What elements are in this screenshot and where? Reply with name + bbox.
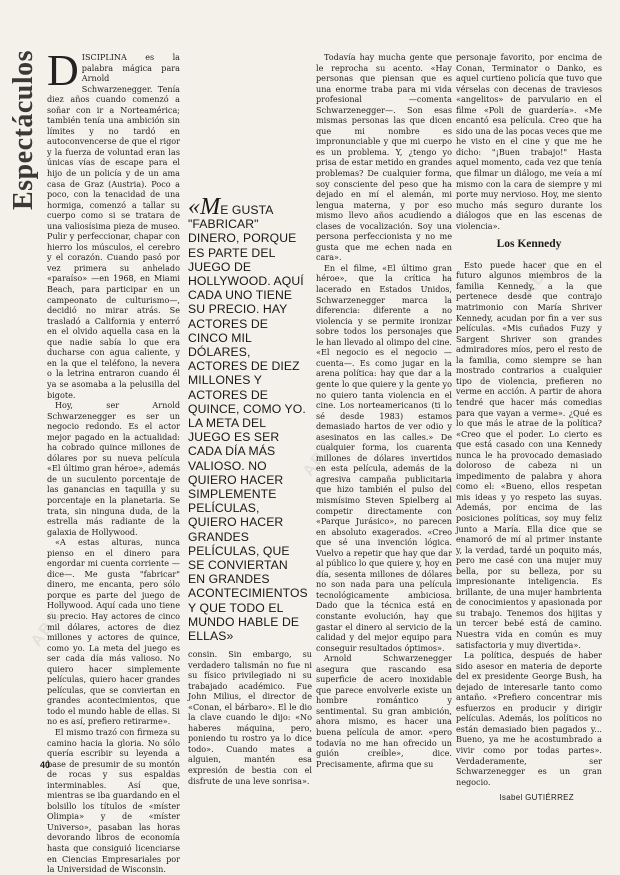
article-column-2 bbox=[188, 649, 312, 786]
watermark: ABC bbox=[520, 256, 558, 300]
article-paragraph: Esto puede hacer que en el futuro algunos miembros de la familia Kennedy, a la que pertenece desde que contrajo matrimonio con María Shriver Kennedy, acudan por fin a ver sus películas. «Mis cuñados Fuzy y Sargent Shriver son grandes admiradores míos, pero el resto de la familia, como siempre se han mostrado contrarios a cualquier tipo de violencia, prefieren no verme en acción. A partir de ahora tendré que hacer más comedias para que vayan a verme». ¿Qué es lo que más le atrae de la política? «Creo que el poder. Lo cierto es que está casado con una Kennedy nunca le ha provocado demasiado doloroso de cabeza ni un impedimento de palabra y ahora como el: «Bueno, ellos respetan mis ideas y yo respeto las suyas. Además, por encima de las posiciones políticas, soy muy feliz junto a María. Ella dice que se enamoró de mí al primer instante y, la verdad, tardé un poquito más, pero me casé con una mujer muy bella, por su belleza, por su impresionante inteligencia. Es brillante, de una mujer hambrienta de conocimientos y apasionada por su trabajo. Tenemos dos hijitas y un tercer bebé está de camino. Nuestra vida en común es muy satisfactoria y muy divertida». bbox=[456, 259, 602, 650]
article-paragraph: Hoy, ser Arnold Schwarzenegger es ser un negocio redondo. Es el actor mejor pagado en la actualidad: ha cobrado quince millones de dólares por su nueva película «El último gran héroe», además de un suculento porcentaje de las ganancias en taquilla y su porcentaje en la planetaria. Se trata, sin ninguna duda, de la estrella más radiante de la galaxia de Hollywood. bbox=[47, 400, 180, 537]
article-column-4 bbox=[456, 52, 602, 803]
dropcap: D bbox=[47, 46, 79, 95]
pull-quote bbox=[188, 194, 308, 644]
article-paragraph: El mismo trazó con firmeza su camino hacia la gloria. No sólo quería escribir su leyenda a base de presumir de su montón de rocas y sus espaldas interminables. Así que, mientras se iba guardando en el bolsillo los títulos de «míster Olimpia» y de «míster Universo», pasaban las horas devorando libros de economía hasta que consiguió licenciarse en Ciencias Empresariales por la Universidad de Wisconsin. bbox=[47, 727, 180, 875]
article-paragraph: personaje favorito, por encima de Conan, Terminator o Danko, es aquel curtieno policía que tuvo que vérselas con decenas de traviesos «angelitos» de parvulario en el filme «Poli de guardería». «Me encantó esa película. Creo que ha sido una de las pocas veces que me he visto en el cine y que me he dicho: "¡Buen trabajo!" Hasta aquel momento, cada vez que tenía que filmar un diálogo, me veía a mí mismo con la cara de siempre y mi porte muy nervioso. Hoy, me siento mucho más seguro durante los diálogos que en las escenas de violencia». bbox=[456, 52, 602, 231]
article-paragraph: Arnold Schwarzenegger asegura que rascando esa superficie de acero inoxidable que parece envolverle existe un hombre romántico y sentimental. Su gran ambición, ahora mismo, es hacer una buena película de amor. «pero todavía no me han ofrecido un guión creíble», dice. Precisamente, afirma que su bbox=[316, 653, 452, 769]
page-number: 40 bbox=[40, 760, 51, 770]
article-column-1 bbox=[47, 46, 180, 875]
article-paragraph: Todavía hay mucha gente que le reprocha su acento. «Hay personas que piensan que es una enorme traba para mi vida profesional —comenta Schwarzenegger—. Son esas mismas personas las que dicen que mi nombre es impronunciable y que mi cuerpo es un problema. Y, ¿tengo yo prisa de estar metido en grandes problemas? De cualquier forma, soy consciente del peso que ha dejado en mí el alemán, mi lengua materna, y por eso mismo llevo años acudiendo a clases de vocalización. Soy una persona perfeccionista y no me gusta que me echen nada en cara». bbox=[316, 52, 452, 263]
article-paragraph: «A estas alturas, nunca pienso en el dinero para engordar mi cuenta corriente —dice—. Me gusta "fabricar" dinero, me encanta, pero sólo porque es parte del juego de Hollywood. Aquí cada uno tiene su precio. Hay actores de cinco mil dólares, actores de diez millones y actores de quince, como yo. La meta del juego es ser cada día más valioso. No quiero hacer simplemente películas, quiero hacer grandes películas, que se conviertan en grandes acontecimientos, que todo el mundo hable de ellas. Si no es así, prefiero retirarme». bbox=[47, 537, 180, 727]
article-column-3 bbox=[316, 52, 452, 769]
article-paragraph: En el filme, «El último gran héroe», que la crítica ha lacerado en Estados Unidos, Schwarzenegger marca la diferencia: diferente a no violencia y se permite ironizar sobre todos los personajes que le han llevado al olimpo del cine. «El negocio es el negocio —cuenta—. Es como jugar en la arena política: hay que dar a la gente lo que quiere y la gente yo no quiero tanta violencia en el cine. Los norteamericanos (ti lo sé desde 1983) estamos demasiado hartos de ver odio y asesinatos en las calles.» De cualquier forma, los cuarenta millones de dólares invertidos en esta película, además de la agresiva campaña publicitaria que hizo también el pulso del mismísimo Steven Spielberg al competir directamente con «Parque Jurásico», no parecen en absoluto exagerados. «Creo que sé una invención lógica. Vuelvo a repetir que hay que dar al público lo que quiere y, hoy en día, sesenta millones de dólares no son nada para una película tecnológicamente ambiciosa. Dado que la técnica está en constante evolución, hay que gastar el dinero al servicio de la calidad y del mejor equipo para conseguir resultados óptimos». bbox=[316, 262, 452, 653]
pull-quote-text: E GUSTA "FABRICAR" DINERO, PORQUE ES PARTE DEL JUEGO DE HOLLYWOOD. AQUÍ CADA UNO TIENE SU PRECIO. HAY ACTORES DE CINCO MIL DÓLARES, ACTORES DE DIEZ MILLONES Y ACTORES DE QUINCE, COMO YO. LA META DEL JUEGO ES SER CADA DÍA MÁS VALIOSO. NO QUIERO HACER SIMPLEMENTE PELÍCULAS, QUIERO HACER GRANDES PELÍCULAS, QUE SE CONVIERTAN EN GRANDES ACONTECIMIENTOS Y QUE TODO EL MUNDO HABLE DE ELLAS» bbox=[188, 203, 308, 644]
article-paragraph: consin. Sin embargo, su verdadero talismán no fue ni su físico privilegiado ni su trabajado académico. Fue John Milius, el director de «Conan, el bárbaro». El le dio la clave cuando le dijo: «No haberes máquina, pero, poniendo tu rostro ya lo dice todo». Cuando mates a alguien, mantén esa expresión de bestia con el disfrute de una leve sonrisa». bbox=[188, 649, 312, 786]
section-label: Espectáculos bbox=[8, 50, 39, 210]
pull-quote-initial: «M bbox=[188, 194, 221, 220]
byline: Isabel GUTIÉRREZ bbox=[499, 793, 574, 803]
article-paragraph: DISCIPLINA es la palabra mágica para Arnold Schwarzenegger. Tenía diez años cuando comenzó a soñar con ir a Norteamérica; también tenía una ambición sin límites y no tardó en autoconvencerse de que el rigor y la fuerza de voluntad eran las únicas vías de escape para el hijo de un policía y de un ama casa de Graz (Austria). Poco a poco, con la tenacidad de una hormiga, comenzó a tallar su cuerpo como si se tratara de una valiosísima pieza de museo. Pulir y perfeccionar, chapar con hierro los músculos, el cerebro y el corazón. Cuando pasó por vez primera su anhelado «paraíso» —en 1968, en Miami Beach, para participar en un campeonato de culturismo—, decidió no mirar atrás. Se trasladó a California y enterró en el olvido aquella casa en la que nadie sabía lo que era ducharse con agua caliente, y en la que el teléfono, la nevera o la letrina entraron cuando él ya se asomaba a la pelusilla del bigote. bbox=[47, 46, 180, 400]
watermark: ABC bbox=[28, 606, 66, 650]
article-paragraph: La política, después de haber sido asesor en materia de deporte del ex presidente George Bush, ha dejado de interesarle tanto como antaño. «Prefiero concentrar mis esfuerzos en producir y dirigir películas. Además, los políticos no están demasiado bien pagados y... Bueno, ya me he acostumbrado a vivir como por todas partes». Verdaderamente, ser Schwarzenegger es un gran negocio. bbox=[456, 650, 602, 787]
watermark: ABC bbox=[300, 436, 338, 480]
subheading: Los Kennedy bbox=[496, 238, 562, 251]
